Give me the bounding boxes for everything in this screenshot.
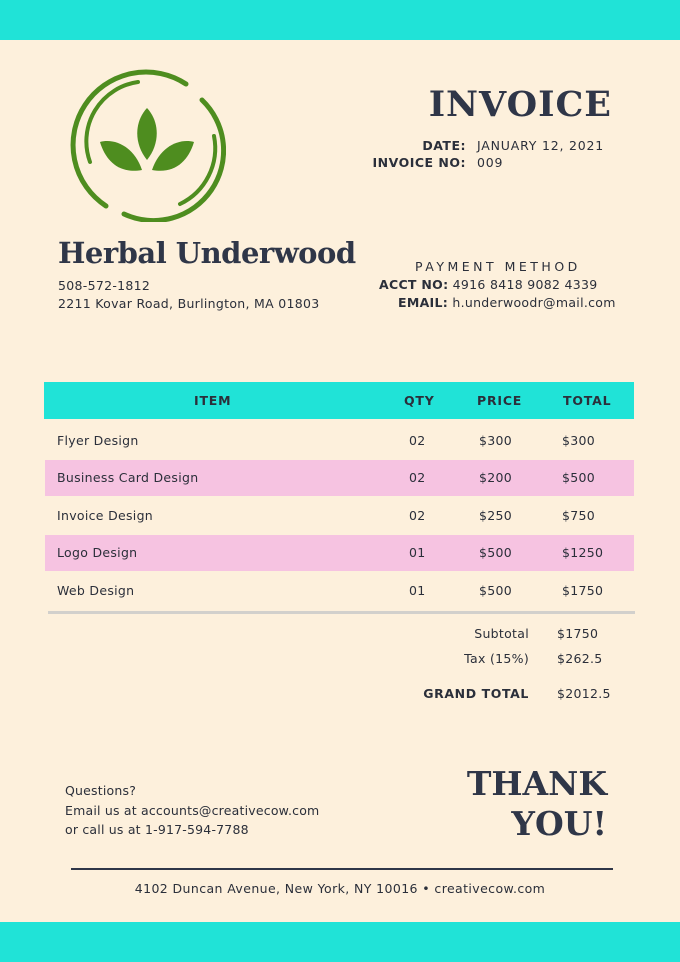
payment-method-title: PAYMENT METHOD — [415, 259, 581, 274]
row-qty: 01 — [409, 545, 426, 560]
questions-phone: or call us at 1-917-594-7788 — [65, 822, 249, 837]
row-item: Flyer Design — [57, 433, 139, 448]
row-total: $300 — [562, 433, 596, 448]
row-qty: 02 — [409, 508, 426, 523]
invoice-meta-values — [477, 137, 604, 171]
footer-address: 4102 Duncan Avenue, New York, NY 10016 • creativecow.com — [134, 881, 546, 896]
company-name: Herbal Underwood — [58, 236, 356, 270]
acct-value: 4916 8418 9082 4339 — [452, 277, 598, 292]
questions-heading: Questions? — [65, 783, 137, 798]
subtotal-value: $1750 — [557, 626, 599, 641]
table-row — [45, 573, 634, 609]
header-item: ITEM — [194, 393, 232, 408]
questions-email: Email us at accounts@creativecow.com — [65, 802, 320, 818]
row-item: Web Design — [57, 583, 135, 598]
thank-you-message — [467, 764, 607, 844]
invoice-meta-labels — [373, 137, 467, 171]
row-item: Invoice Design — [57, 508, 154, 523]
row-total: $1750 — [562, 583, 604, 598]
acct-label: ACCT NO: — [379, 277, 449, 292]
invoice-number-label: INVOICE NO: — [372, 155, 466, 170]
invoice-title: INVOICE — [428, 84, 612, 125]
top-accent-band — [0, 0, 680, 40]
row-price: $200 — [479, 470, 513, 485]
bottom-accent-band — [0, 922, 680, 962]
table-row — [45, 460, 634, 496]
questions-block — [65, 781, 319, 840]
grand-total-value: $2012.5 — [557, 686, 611, 701]
tax-label: Tax (15%) — [464, 651, 529, 666]
row-price: $500 — [479, 545, 513, 560]
row-item: Business Card Design — [57, 470, 199, 485]
header-qty: QTY — [404, 393, 435, 408]
header-price: PRICE — [477, 393, 523, 408]
row-total: $750 — [562, 508, 596, 523]
thank-you-line2: YOU! — [511, 804, 607, 843]
header-total: TOTAL — [563, 393, 612, 408]
row-price: $250 — [479, 508, 513, 523]
thank-you-line1: THANK — [466, 764, 607, 803]
table-divider — [48, 611, 635, 614]
subtotal-label: Subtotal — [474, 626, 529, 641]
company-phone: 508-572-1812 — [58, 278, 151, 293]
grand-total-label: GRAND TOTAL — [423, 686, 529, 701]
row-price: $500 — [479, 583, 513, 598]
company-contact — [58, 277, 320, 313]
date-label: DATE: — [422, 138, 466, 153]
footer-divider — [71, 868, 613, 870]
payment-account — [379, 277, 598, 292]
table-row — [45, 423, 634, 459]
tax-value: $262.5 — [557, 651, 603, 666]
table-row — [45, 535, 634, 571]
row-qty: 01 — [409, 583, 426, 598]
row-price: $300 — [479, 433, 513, 448]
payment-email — [398, 295, 616, 310]
row-total: $1250 — [562, 545, 604, 560]
table-row — [45, 498, 634, 534]
table-header — [44, 382, 634, 419]
row-qty: 02 — [409, 433, 426, 448]
email-value: h.underwoodr@mail.com — [452, 295, 616, 310]
email-label: EMAIL: — [398, 295, 449, 310]
company-address: 2211 Kovar Road, Burlington, MA 01803 — [58, 296, 320, 311]
leaf-circle-logo-icon — [68, 66, 226, 222]
row-qty: 02 — [409, 470, 426, 485]
row-total: $500 — [562, 470, 596, 485]
date-value: JANUARY 12, 2021 — [477, 138, 605, 153]
invoice-number-value: 009 — [477, 155, 504, 170]
row-item: Logo Design — [57, 545, 138, 560]
